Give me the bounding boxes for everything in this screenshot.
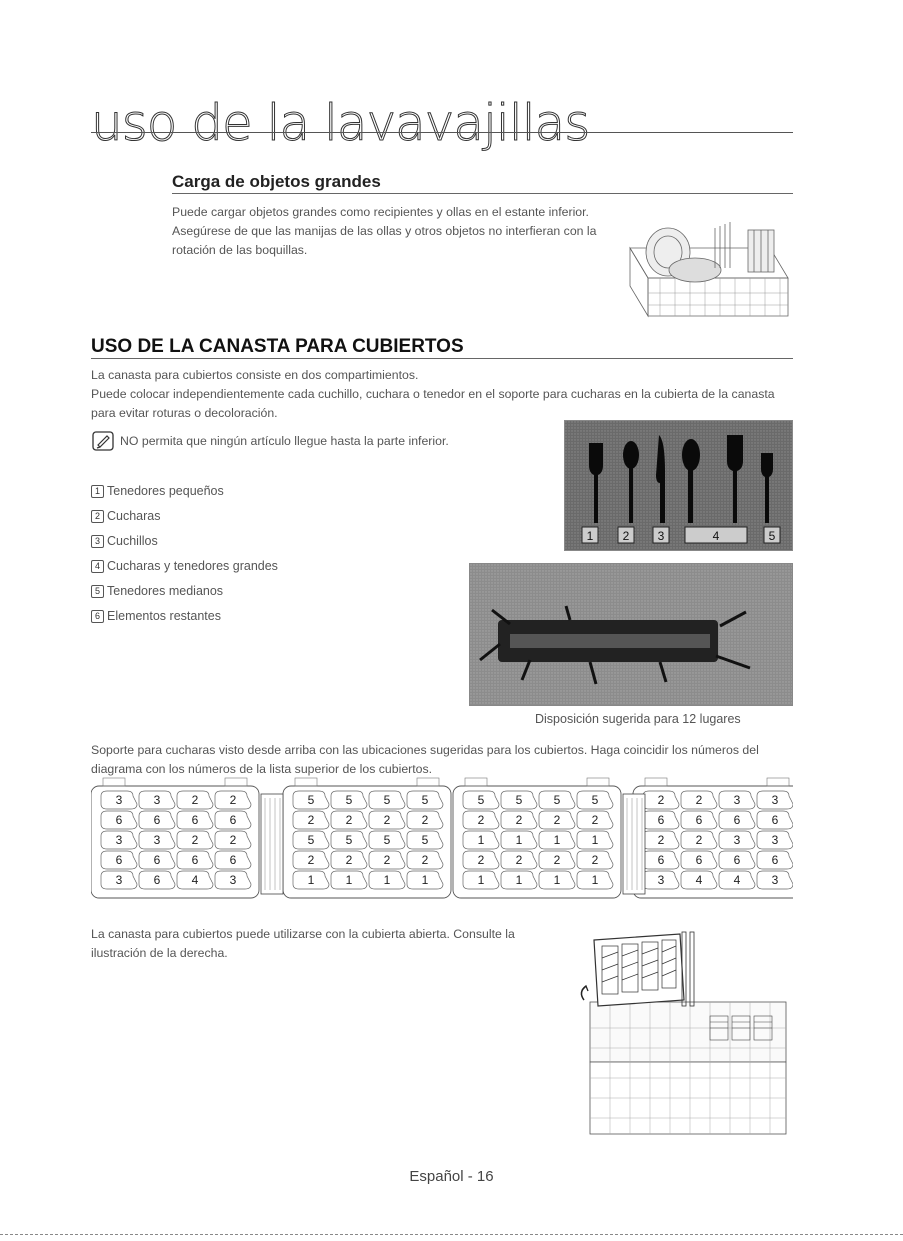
slot-number: 2: [657, 833, 665, 847]
list-label: Tenedores medianos: [107, 584, 224, 598]
basket-hinge: [261, 794, 283, 894]
list-item: [91, 534, 158, 548]
slot-number: 5: [477, 793, 485, 807]
utensils-photo: [564, 420, 793, 551]
slot-number: 1: [591, 833, 599, 847]
slot-number: 3: [771, 793, 779, 807]
basket-panel: [283, 778, 451, 898]
list-label: Elementos restantes: [107, 609, 221, 623]
slot-number: 6: [657, 853, 665, 867]
slot-number: 2: [229, 833, 237, 847]
slot-number: 5: [591, 793, 599, 807]
intro-line: para evitar roturas o decoloración.: [91, 406, 278, 420]
slot-number: 2: [421, 813, 429, 827]
title-rule: [91, 132, 793, 133]
slot-number: 5: [345, 793, 353, 807]
diagram-description: [91, 741, 759, 779]
list-number: 4: [91, 560, 104, 573]
slot-number: 4: [695, 873, 703, 887]
list-number: 6: [91, 610, 104, 623]
slot-number: 1: [345, 873, 353, 887]
note-text: NO permita que ningún artículo llegue hasta la parte inferior.: [120, 434, 449, 448]
slot-number: 2: [307, 853, 315, 867]
slot-number: 1: [553, 873, 561, 887]
slot-number: 6: [733, 853, 741, 867]
slot-number: 3: [733, 833, 741, 847]
note-icon: [92, 431, 116, 453]
large-items-rule: [172, 193, 793, 194]
basket-heading: USO DE LA CANASTA PARA CUBIERTOS: [91, 336, 464, 357]
utensil-label: 1: [586, 529, 594, 543]
slot-number: 2: [591, 853, 599, 867]
basket-top-view-diagram: [91, 776, 793, 902]
slot-number: 3: [153, 833, 161, 847]
slot-number: 2: [421, 853, 429, 867]
slot-number: 5: [383, 833, 391, 847]
slot-number: 6: [695, 853, 703, 867]
slot-number: 6: [695, 813, 703, 827]
slot-number: 5: [515, 793, 523, 807]
basket-panel: [91, 778, 259, 898]
open-lid-line: ilustración de la derecha.: [91, 946, 228, 960]
intro-line: Puede colocar independientemente cada cuchillo, cuchara o tenedor en el soporte para cucharas en la cubierta de la canasta: [91, 387, 775, 401]
list-number: 2: [91, 510, 104, 523]
slot-number: 2: [657, 793, 665, 807]
basket-intro: [91, 366, 775, 423]
slot-number: 5: [421, 793, 429, 807]
slot-number: 5: [307, 833, 315, 847]
intro-line: La canasta para cubiertos consiste en dos compartimientos.: [91, 368, 419, 382]
slot-number: 1: [515, 873, 523, 887]
slot-number: 2: [515, 813, 523, 827]
slot-number: 6: [771, 813, 779, 827]
slot-number: 4: [191, 873, 199, 887]
list-item: [91, 484, 224, 498]
list-item: [91, 509, 161, 523]
slot-number: 6: [115, 853, 123, 867]
slot-number: 1: [307, 873, 315, 887]
bottom-rule: [0, 1234, 903, 1235]
slot-number: 5: [553, 793, 561, 807]
list-item: [91, 609, 221, 623]
large-items-line: Puede cargar objetos grandes como recipientes y ollas en el estante inferior.: [172, 205, 589, 219]
slot-number: 2: [695, 833, 703, 847]
slot-number: 3: [229, 873, 237, 887]
slot-number: 1: [591, 873, 599, 887]
large-items-heading: Carga de objetos grandes: [172, 172, 381, 191]
basket-hinge: [623, 794, 645, 894]
diagram-line: diagrama con los números de la lista superior de los cubiertos.: [91, 762, 433, 776]
slot-number: 2: [191, 793, 199, 807]
slot-number: 1: [477, 833, 485, 847]
list-number: 3: [91, 535, 104, 548]
slot-number: 3: [115, 793, 123, 807]
slot-number: 5: [307, 793, 315, 807]
slot-number: 5: [421, 833, 429, 847]
slot-number: 2: [553, 813, 561, 827]
slot-number: 6: [191, 853, 199, 867]
list-label: Cucharas y tenedores grandes: [107, 559, 278, 573]
basket-panel: [633, 778, 793, 898]
slot-number: 6: [153, 853, 161, 867]
slot-number: 6: [229, 853, 237, 867]
slot-number: 6: [153, 813, 161, 827]
list-number: 1: [91, 485, 104, 498]
slot-number: 2: [345, 853, 353, 867]
slot-number: 3: [115, 833, 123, 847]
slot-number: 2: [695, 793, 703, 807]
slot-number: 2: [383, 813, 391, 827]
list-number: 5: [91, 585, 104, 598]
list-label: Cuchillos: [107, 534, 158, 548]
photo-caption: Disposición sugerida para 12 lugares: [535, 712, 741, 726]
list-item: [91, 584, 223, 598]
slot-number: 2: [477, 813, 485, 827]
large-items-line: rotación de las boquillas.: [172, 243, 308, 257]
utensil-label: 5: [768, 529, 776, 543]
slot-number: 3: [115, 873, 123, 887]
slot-number: 2: [345, 813, 353, 827]
large-items-text: [172, 203, 597, 260]
utensil-label: 4: [712, 529, 720, 543]
list-item: [91, 559, 278, 573]
slot-number: 2: [383, 853, 391, 867]
slot-number: 2: [191, 833, 199, 847]
basket-photo: [469, 563, 793, 706]
slot-number: 3: [153, 793, 161, 807]
slot-number: 3: [657, 873, 665, 887]
slot-number: 6: [229, 813, 237, 827]
slot-number: 6: [153, 873, 161, 887]
open-lid-line: La canasta para cubiertos puede utilizarse con la cubierta abierta. Consulte la: [91, 927, 515, 941]
list-label: Tenedores pequeños: [107, 484, 224, 498]
lower-rack-illustration: [620, 208, 792, 320]
slot-number: 2: [229, 793, 237, 807]
page-number: Español - 16: [409, 1168, 494, 1185]
slot-number: 6: [191, 813, 199, 827]
large-items-line: Asegúrese de que las manijas de las ollas y otros objetos no interfieran con la: [172, 224, 597, 238]
slot-number: 3: [771, 873, 779, 887]
page-title: uso de la lavavajillas: [91, 94, 590, 152]
slot-number: 2: [591, 813, 599, 827]
slot-number: 4: [733, 873, 741, 887]
slot-number: 1: [515, 833, 523, 847]
slot-number: 1: [477, 873, 485, 887]
slot-number: 5: [383, 793, 391, 807]
list-label: Cucharas: [107, 509, 161, 523]
slot-number: 6: [657, 813, 665, 827]
diagram-line: Soporte para cucharas visto desde arriba con las ubicaciones sugeridas para los cubiertos. Haga coincidir los números del: [91, 743, 759, 757]
basket-panel: [453, 778, 621, 898]
slot-number: 1: [383, 873, 391, 887]
slot-number: 1: [553, 833, 561, 847]
utensil-label: 2: [622, 529, 630, 543]
basket-rule: [91, 358, 793, 359]
slot-number: 6: [733, 813, 741, 827]
slot-number: 5: [345, 833, 353, 847]
slot-number: 3: [771, 833, 779, 847]
slot-number: 3: [733, 793, 741, 807]
utensil-label: 3: [657, 529, 665, 543]
open-basket-illustration: [570, 928, 790, 1138]
slot-number: 2: [515, 853, 523, 867]
open-lid-text: [91, 925, 515, 963]
slot-number: 6: [115, 813, 123, 827]
slot-number: 2: [477, 853, 485, 867]
slot-number: 2: [553, 853, 561, 867]
slot-number: 1: [421, 873, 429, 887]
slot-number: 6: [771, 853, 779, 867]
slot-number: 2: [307, 813, 315, 827]
